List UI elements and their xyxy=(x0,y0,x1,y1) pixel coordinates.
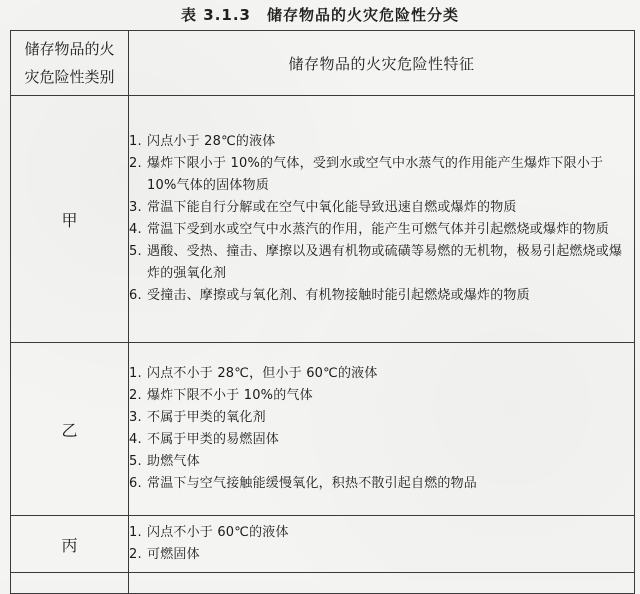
item-number: 4. xyxy=(129,432,142,447)
list-item xyxy=(129,285,634,307)
item-text: 爆炸下限小于 10%的气体，受到水或空气中水蒸气的作用能产生爆炸下限小于 10%气体的固体物质 xyxy=(147,156,604,193)
item-text: 常温下受到水或空气中水蒸汽的作用，能产生可燃气体并引起燃烧或爆炸的物质 xyxy=(147,222,610,237)
table-row-jia xyxy=(11,96,635,343)
header-category-line1: 储存物品的火 xyxy=(24,40,115,58)
feature-cell xyxy=(129,96,635,343)
item-number: 2. xyxy=(129,156,142,171)
item-text: 闪点不小于 28℃，但小于 60℃的液体 xyxy=(147,366,378,381)
item-number: 2. xyxy=(129,388,142,403)
list-item xyxy=(129,473,634,495)
item-text: 常温下与空气接触能缓慢氧化，积热不散引起自燃的物品 xyxy=(147,476,478,491)
item-number: 3. xyxy=(129,410,142,425)
feature-cell xyxy=(129,516,635,573)
item-number: 1. xyxy=(129,134,142,149)
list-item xyxy=(129,451,634,473)
list-item xyxy=(129,131,634,153)
item-number: 1. xyxy=(129,525,142,540)
category-cell: 乙 xyxy=(11,343,129,516)
feature-cell-empty xyxy=(129,573,635,594)
item-number: 5. xyxy=(129,454,142,469)
item-text: 爆炸下限不小于 10%的气体 xyxy=(147,388,313,403)
list-item xyxy=(129,544,634,566)
category-cell: 甲 xyxy=(11,96,129,343)
table-row-yi xyxy=(11,343,635,516)
header-feature-cell: 储存物品的火灾危险性特征 xyxy=(129,31,635,96)
item-number: 4. xyxy=(129,222,142,237)
item-text: 助燃气体 xyxy=(147,454,200,469)
item-number: 5. xyxy=(129,244,142,259)
list-item xyxy=(129,522,634,544)
list-item xyxy=(129,241,634,285)
item-number: 3. xyxy=(129,200,142,215)
list-item xyxy=(129,219,634,241)
item-text: 不属于甲类的氧化剂 xyxy=(147,410,266,425)
item-text: 可燃固体 xyxy=(147,547,200,562)
item-text: 常温下能自行分解或在空气中氧化能导致迅速自燃或爆炸的物质 xyxy=(147,200,517,215)
item-text: 闪点不小于 60℃的液体 xyxy=(147,525,289,540)
item-number: 2. xyxy=(129,547,142,562)
list-item xyxy=(129,385,634,407)
item-number: 6. xyxy=(129,476,142,491)
header-category-line2: 灾危险性类别 xyxy=(24,68,115,86)
item-text: 遇酸、受热、撞击、摩擦以及遇有机物或硫磺等易燃的无机物，极易引起燃烧或爆炸的强氧化剂 xyxy=(147,244,623,281)
item-text: 受撞击、摩擦或与氧化剂、有机物接触时能引起燃烧或爆炸的物质 xyxy=(147,288,530,303)
list-item xyxy=(129,363,634,385)
fire-hazard-classification-table xyxy=(10,30,635,594)
table-header-row xyxy=(11,31,635,96)
table-caption: 表 3.1.3 储存物品的火灾危险性分类 xyxy=(181,6,459,24)
feature-cell xyxy=(129,343,635,516)
item-text: 不属于甲类的易燃固体 xyxy=(147,432,280,447)
item-number: 6. xyxy=(129,288,142,303)
list-item xyxy=(129,153,634,197)
category-cell: 丙 xyxy=(11,516,129,573)
category-cell-empty xyxy=(11,573,129,594)
item-number: 1. xyxy=(129,366,142,381)
list-item xyxy=(129,407,634,429)
table-row-bing xyxy=(11,516,635,573)
list-item xyxy=(129,197,634,219)
item-text: 闪点小于 28℃的液体 xyxy=(147,134,276,149)
list-item xyxy=(129,429,634,451)
table-row-partial xyxy=(11,573,635,594)
header-category-cell xyxy=(11,31,129,96)
